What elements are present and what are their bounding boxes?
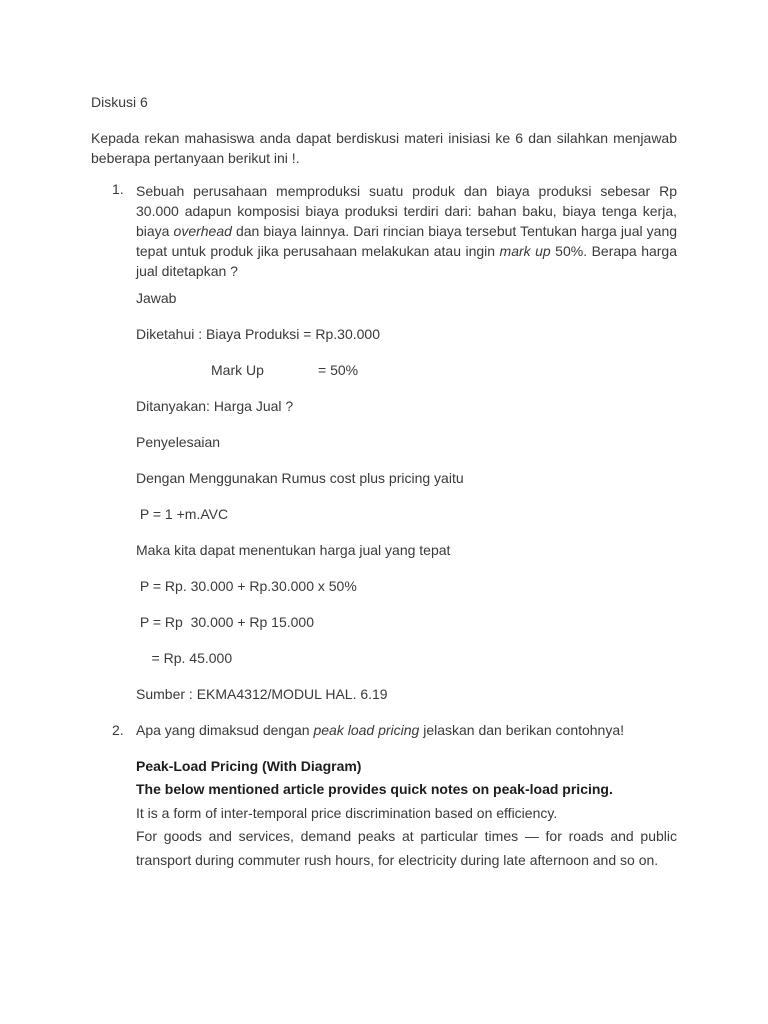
document-title: Diskusi 6 — [91, 94, 148, 110]
known-production-cost: Diketahui : Biaya Produksi = Rp.30.000 — [136, 326, 380, 342]
question-1-number: 1. — [112, 181, 124, 197]
answer-label: Jawab — [136, 290, 177, 306]
question-2-number: 2. — [112, 722, 124, 738]
source-reference: Sumber : EKMA4312/MODUL HAL. 6.19 — [136, 686, 388, 702]
calculation-step-1: P = Rp. 30.000 + Rp.30.000 x 50% — [136, 578, 357, 594]
known-markup-value: = 50% — [318, 362, 359, 378]
article-paragraph-2: For goods and services, demand peaks at particular times — for roads and public transport during commuter rush hours, for electricity during late afternoon and so on. — [136, 828, 677, 868]
article-heading: Peak-Load Pricing (With Diagram) — [136, 758, 362, 774]
calculation-result: = Rp. 45.000 — [136, 650, 233, 666]
conclusion-intro: Maka kita dapat menentukan harga jual yang tepat — [136, 542, 451, 558]
question-1-text-part-b: dan biaya lainnya. Dari rincian biaya tersebut Tentukan harga jual yang tepat untuk produk jika perusahaan melakukan atau ingin — [136, 223, 678, 259]
question-2-text-part-b: jelaskan dan berikan contohnya! — [419, 722, 625, 738]
formula: P = 1 +m.AVC — [136, 506, 229, 522]
question-2-text-part-a: Apa yang dimaksud dengan — [136, 722, 314, 738]
question-1-markup-term: mark up — [499, 243, 551, 259]
question-2-peak-load-term: peak load pricing — [313, 722, 420, 738]
question-1-text — [136, 181, 677, 281]
question-1-text-part-c: 50%. Berapa harga jual ditetapkan ? — [136, 243, 678, 279]
calculation-step-2: P = Rp 30.000 + Rp 15.000 — [136, 614, 314, 630]
question-1-text-part-a: Sebuah perusahaan memproduksi suatu produk dan biaya produksi sebesar Rp 30.000 adapun komposisi biaya produksi terdiri dari: bahan baku, biaya tenga kerja, biaya — [136, 183, 677, 239]
question-2-text — [136, 722, 624, 738]
formula-intro: Dengan Menggunakan Rumus cost plus pricing yaitu — [136, 470, 464, 486]
solution-label: Penyelesaian — [136, 434, 221, 450]
intro-paragraph: Kepada rekan mahasiswa anda dapat berdiskusi materi inisiasi ke 6 dan silahkan menjawab beberapa pertanyaan berikut ini !. — [91, 130, 677, 166]
question-1-overhead-term: overhead — [173, 223, 232, 239]
article-subheading: The below mentioned article provides quick notes on peak-load pricing. — [136, 781, 613, 797]
known-markup-label: Mark Up — [211, 362, 264, 378]
asked-selling-price: Ditanyakan: Harga Jual ? — [136, 398, 294, 414]
article-paragraph-1: It is a form of inter-temporal price discrimination based on efficiency. — [136, 805, 558, 821]
